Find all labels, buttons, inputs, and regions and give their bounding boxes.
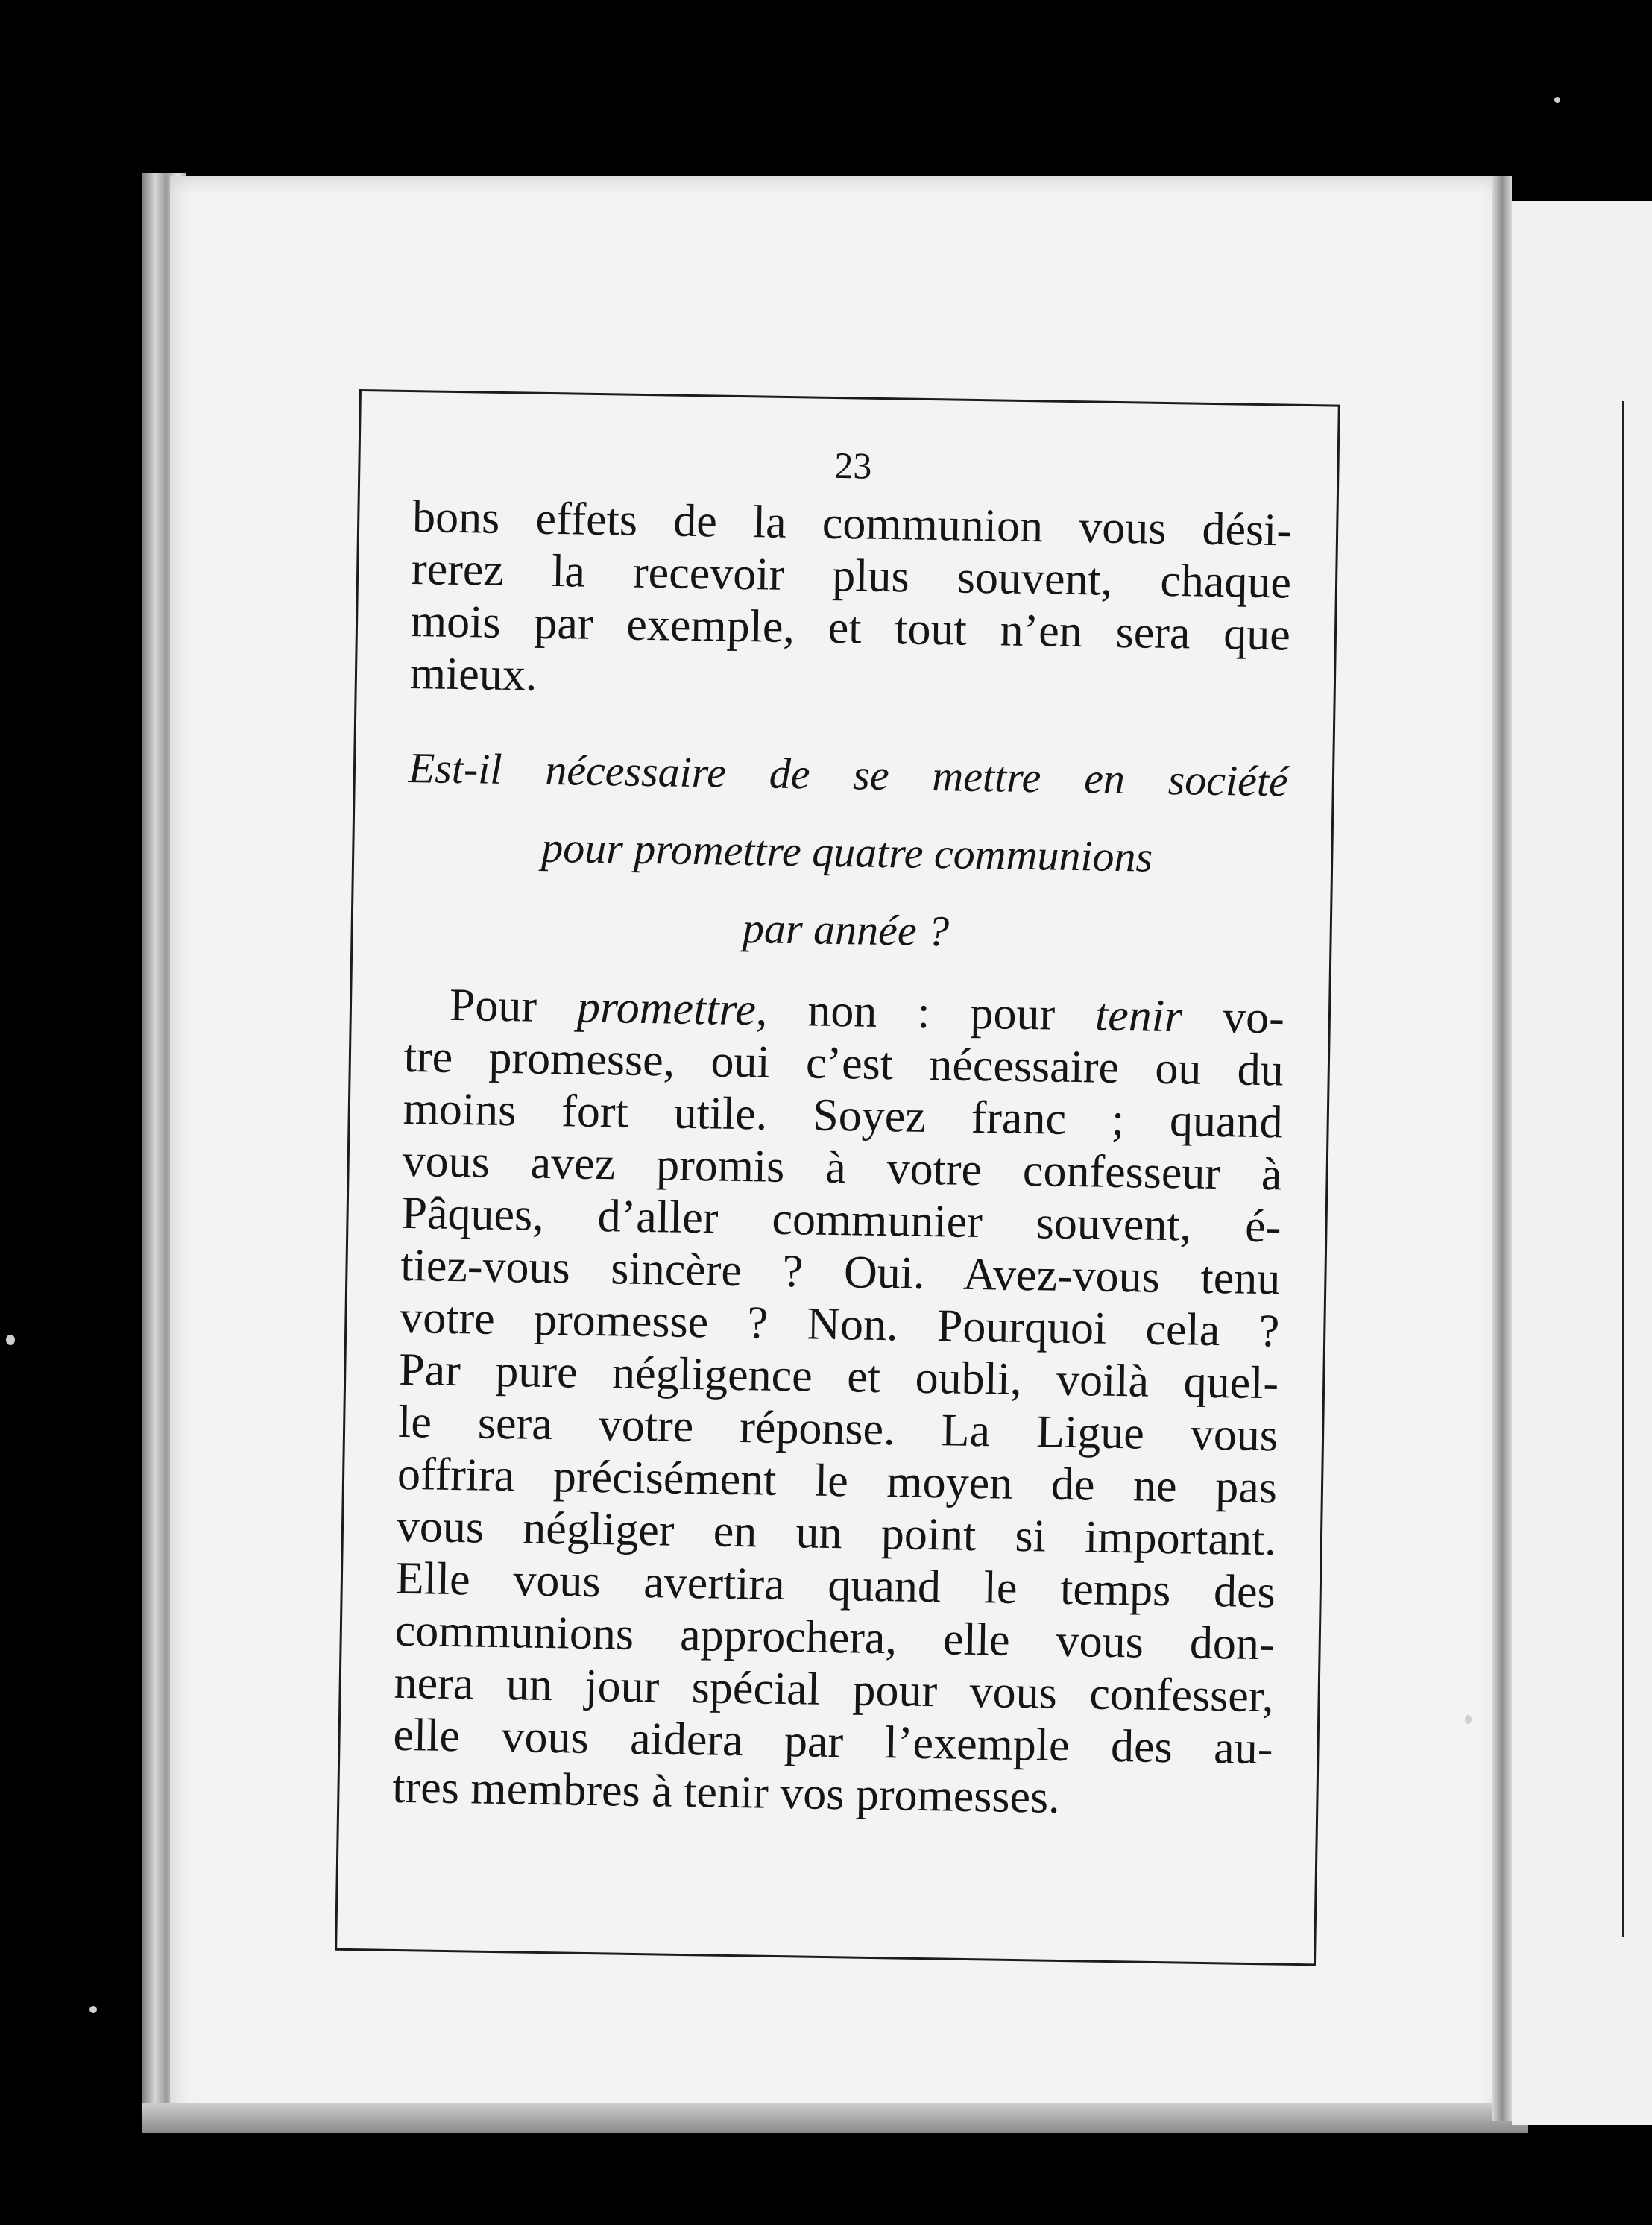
question-line: par année ? bbox=[742, 904, 950, 956]
facing-page-frame-line bbox=[1622, 401, 1624, 1937]
text-run: vo- bbox=[1182, 991, 1285, 1044]
paragraph-2-line: Pâques, d’aller communier souvent, é- bbox=[401, 1187, 1281, 1253]
dust-speck bbox=[1554, 97, 1560, 103]
text-run: Pour bbox=[449, 979, 578, 1033]
paragraph-2-line: offrira précisément le moyen de ne pas bbox=[397, 1448, 1278, 1514]
paragraph-1-line: mieux. bbox=[409, 647, 537, 701]
paragraph-1-line: bons effets de la communion vous dési- bbox=[412, 491, 1293, 556]
paragraph-2-line: tiez-vous sincère ? Oui. Avez-vous tenu bbox=[400, 1239, 1281, 1305]
paragraph-1 bbox=[409, 491, 1292, 714]
dust-speck bbox=[1465, 1715, 1472, 1724]
paragraph-1-line: rerez la recevoir plus souvent, chaque bbox=[411, 543, 1292, 608]
paragraph-2-line: tre promesse, oui c’est nécessaire ou du bbox=[403, 1030, 1284, 1096]
page-bottom-edge bbox=[142, 2103, 1528, 2133]
paragraph-2-line: Par pure négligence et oubli, voilà quel- bbox=[398, 1344, 1279, 1409]
question-line: pour promettre quatre communions bbox=[540, 822, 1153, 881]
text-run: , non : pour bbox=[755, 984, 1096, 1041]
paragraph-2-line: moins fort utile. Soyez franc ; quand bbox=[403, 1083, 1284, 1148]
question-line: Est-il nécessaire de se mettre en société bbox=[408, 743, 1289, 806]
paragraph-2-line: elle vous aidera par l’exemple des au- bbox=[393, 1709, 1273, 1775]
emphasis-promettre: promettre bbox=[576, 981, 757, 1036]
page-text-block bbox=[392, 432, 1293, 1827]
paragraph-2 bbox=[392, 978, 1284, 1827]
paragraph-2-line: vous négliger en un point si important. bbox=[396, 1500, 1277, 1566]
paragraph-2-line: communions approchera, elle vous don- bbox=[394, 1605, 1276, 1670]
book-gutter bbox=[1492, 176, 1512, 2121]
paragraph-2-line: vous avez promis à votre confesseur à bbox=[402, 1135, 1283, 1200]
paragraph-1-line: mois par exemple, et tout n’en sera que bbox=[410, 595, 1291, 661]
dust-speck bbox=[6, 1335, 15, 1345]
facing-page bbox=[1512, 201, 1652, 2125]
dust-speck bbox=[89, 2006, 97, 2013]
page-number: 23 bbox=[833, 444, 872, 487]
paragraph-2-line: Elle vous avertira quand le temps des bbox=[395, 1552, 1276, 1618]
paragraph-2-line: votre promesse ? Non. Pourquoi cela ? bbox=[399, 1291, 1280, 1357]
paragraph-2-line: nera un jour spécial pour vous confesser, bbox=[394, 1657, 1275, 1722]
paragraph-2-line: le sera votre réponse. La Ligue vous bbox=[397, 1396, 1279, 1461]
paragraph-2-line: tres membres à tenir vos promesses. bbox=[391, 1761, 1061, 1823]
section-question-heading bbox=[406, 729, 1289, 975]
emphasis-tenir: tenir bbox=[1094, 989, 1183, 1042]
